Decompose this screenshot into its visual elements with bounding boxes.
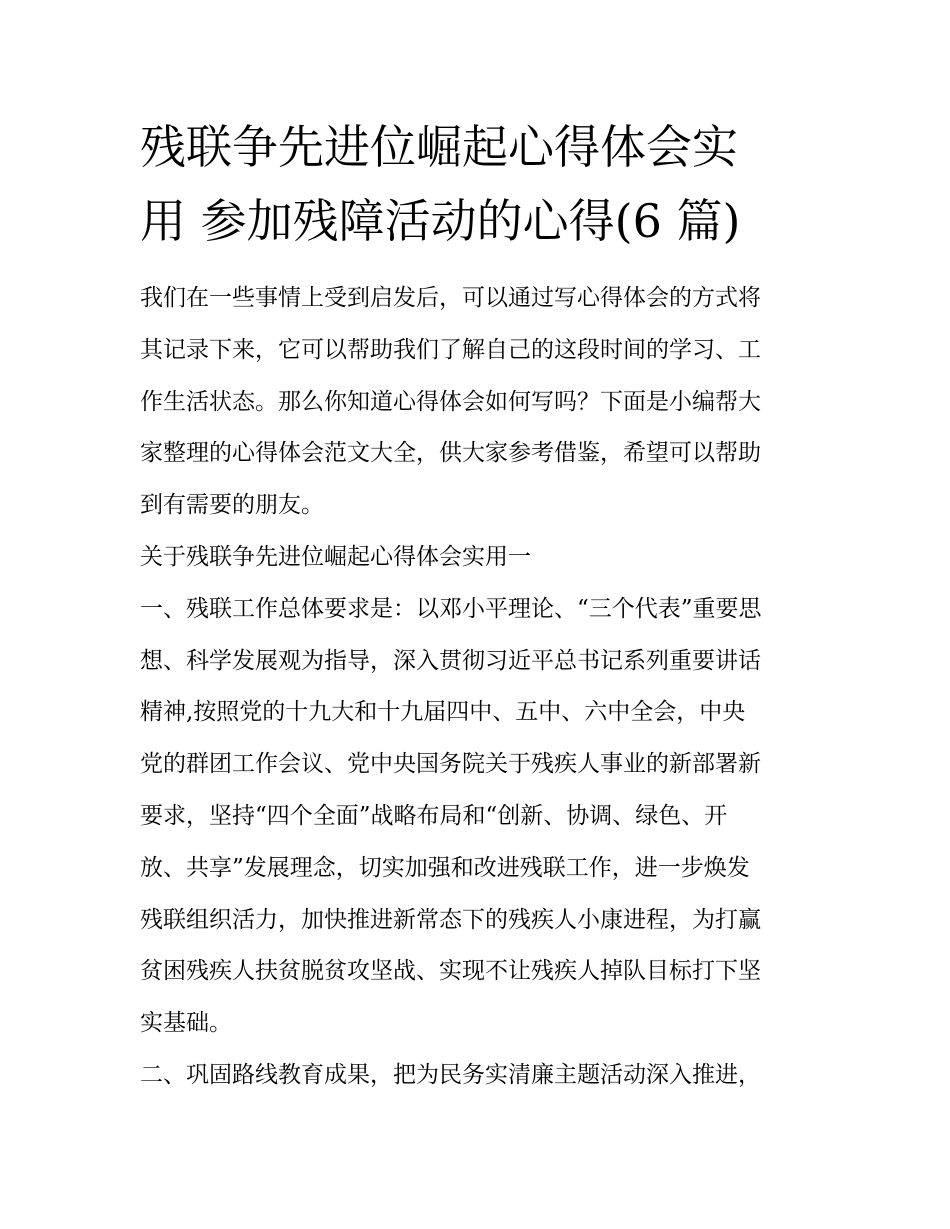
paragraph-line: 二、巩固路线教育成果，把为民务实清廉主题活动深入推进， [140, 1061, 761, 1088]
paragraph-1 [140, 584, 812, 1050]
intro-line: 作生活状态。那么你知道心得体会如何写吗？下面是小编帮大 [140, 388, 761, 415]
document-body [140, 273, 812, 1102]
paragraph-line: 想、科学发展观为指导，深入贯彻习近平总书记系列重要讲话 [140, 647, 761, 674]
paragraph-line: 放、共享”发展理念，切实加强和改进残联工作，进一步焕发 [140, 854, 750, 881]
paragraph-line: 精神,按照党的十九大和十九届四中、五中、六中全会，中央 [140, 699, 746, 726]
paragraph-line: 党的群团工作会议、党中央国务院关于残疾人事业的新部署新 [140, 751, 761, 778]
intro-line: 其记录下来，它可以帮助我们了解自己的这段时间的学习、工 [140, 336, 761, 363]
paragraph-2 [140, 1050, 812, 1102]
paragraph-line: 残联组织活力，加快推进新常态下的残疾人小康进程，为打赢 [140, 906, 761, 933]
intro-paragraph [140, 273, 812, 532]
intro-line: 我们在一些事情上受到启发后，可以通过写心得体会的方式将 [140, 285, 761, 311]
document-title [140, 110, 812, 258]
paragraph-line: 一、残联工作总体要求是：以邓小平理论、“三个代表”重要思 [140, 595, 762, 622]
section-heading [140, 532, 812, 584]
paragraph-line: 实基础。 [140, 1010, 232, 1037]
intro-line: 家整理的心得体会范文大全，供大家参考借鉴，希望可以帮助 [140, 440, 761, 467]
intro-line: 到有需要的朋友。 [140, 492, 324, 519]
title-line-2: 用 参加残障活动的心得(6 篇) [140, 194, 741, 248]
title-line-1: 残联争先进位崛起心得体会实 [140, 120, 738, 174]
document-page [140, 110, 812, 1102]
paragraph-line: 要求，坚持“四个全面”战略布局和“创新、协调、绿色、开 [140, 802, 728, 829]
section-heading-text: 关于残联争先进位崛起心得体会实用一 [140, 543, 531, 570]
paragraph-line: 贫困残疾人扶贫脱贫攻坚战、实现不让残疾人掉队目标打下坚 [140, 958, 761, 985]
